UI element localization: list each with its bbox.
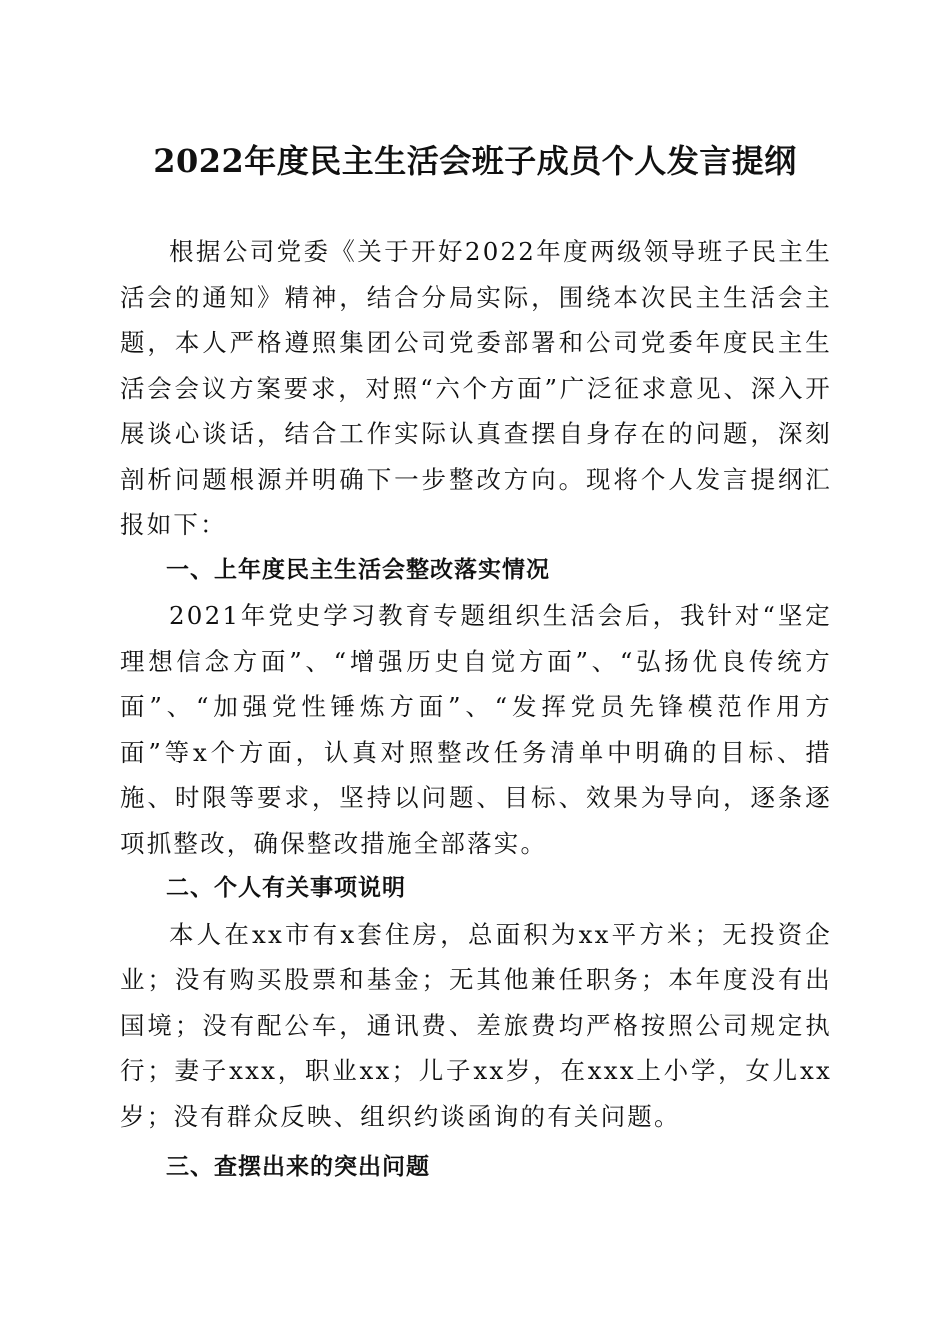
section-heading-1: 一、上年度民主生活会整改落实情况: [166, 556, 550, 583]
document-body: [120, 229, 832, 1191]
section-heading-2: 二、个人有关事项说明: [166, 875, 406, 901]
section-paragraph-1: 2021年党史学习教育专题组织生活会后，我针对“坚定理想信念方面”、“增强历史自觉方面”、“弘扬优良传统方面”、“加强党性锤炼方面”、“发挥党员先锋模范作用方面”等x个方面，认真对照整改任务清单中明确的目标、措施、时限等要求，坚持以问题、目标、效果为导向，逐条逐项抓整改，确保整改措施全部落实。: [120, 601, 832, 858]
intro-paragraph: 根据公司党委《关于开好2022年度两级领导班子民主生活会的通知》精神，结合分局实际，围绕本次民主生活会主题，本人严格遵照集团公司党委部署和公司党委年度民主生活会会议方案要求，对照“六个方面”广泛征求意见、深入开展谈心谈话，结合工作实际认真查摆自身存在的问题，深刻剖析问题根源并明确下一步整改方向。现将个人发言提纲汇报如下：: [120, 237, 832, 539]
section-heading-3: 三、查摆出来的突出问题: [166, 1154, 430, 1180]
document-title: 2022年度民主生活会班子成员个人发言提纲: [153, 142, 797, 180]
section-paragraph-2: 本人在xx市有x套住房，总面积为xx平方米；无投资企业；没有购买股票和基金；无其他兼任职务；本年度没有出国境；没有配公车，通讯费、差旅费均严格按照公司规定执行；妻子xxx，职业xx；儿子xx岁，在xxx上小学，女儿xx岁；没有群众反映、组织约谈函询的有关问题。: [120, 919, 832, 1131]
